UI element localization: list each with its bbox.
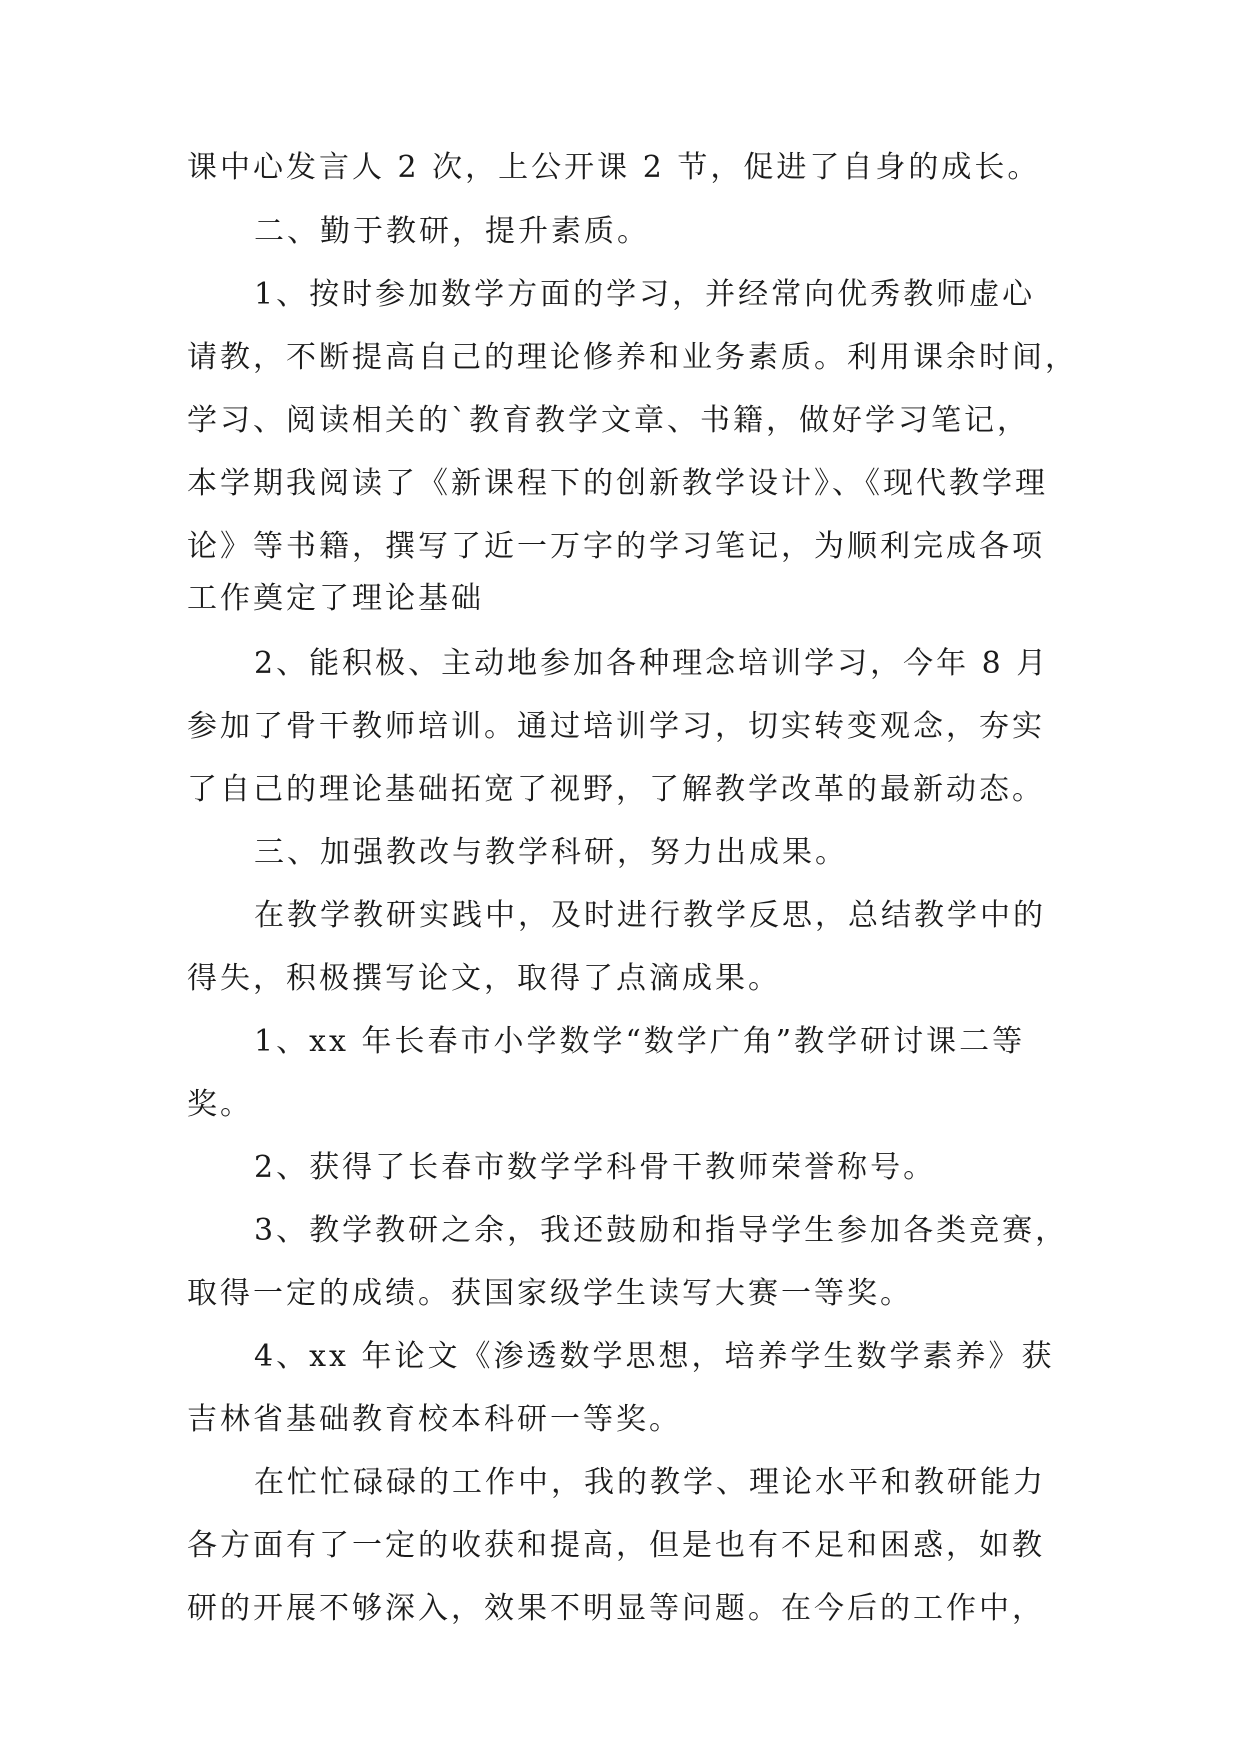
text-line: 各方面有了一定的收获和提高，但是也有不足和困惑，如教 xyxy=(187,1528,1045,1563)
text-line: 请教，不断提高自己的理论修养和业务素质。利用课余时间， xyxy=(187,340,1078,375)
text-line: 3、教学教研之余，我还鼓励和指导学生参加各类竞赛， xyxy=(254,1213,1069,1248)
text-line: 4、xx 年论文《渗透数学思想，培养学生数学素养》获 xyxy=(254,1339,1055,1374)
text-line: 学习、阅读相关的`教育教学文章、书籍，做好学习笔记， xyxy=(187,403,1030,438)
text-line: 课中心发言人 2 次，上公开课 2 节，促进了自身的成长。 xyxy=(187,150,1041,185)
text-line: 2、能积极、主动地参加各种理念培训学习，今年 8 月 xyxy=(254,646,1050,681)
text-line: 1、xx 年长春市小学数学“数学广角”教学研讨课二等 xyxy=(254,1024,1026,1059)
text-line: 吉林省基础教育校本科研一等奖。 xyxy=(187,1402,682,1437)
text-line: 研的开展不够深入，效果不明显等问题。在今后的工作中， xyxy=(187,1591,1045,1626)
text-line: 在教学教研实践中，及时进行教学反思，总结教学中的 xyxy=(254,898,1046,933)
text-line: 1、按时参加数学方面的学习，并经常向优秀教师虚心 xyxy=(254,277,1036,312)
text-line: 论》等书籍，撰写了近一万字的学习笔记，为顺利完成各项 xyxy=(187,529,1045,564)
text-line: 取得一定的成绩。获国家级学生读写大赛一等奖。 xyxy=(187,1276,913,1311)
section-heading: 二、勤于教研，提升素质。 xyxy=(254,214,650,249)
text-line: 得失，积极撰写论文，取得了点滴成果。 xyxy=(187,961,781,996)
text-line: 2、获得了长春市数学学科骨干教师荣誉称号。 xyxy=(254,1150,937,1185)
text-line: 了自己的理论基础拓宽了视野，了解教学改革的最新动态。 xyxy=(187,772,1045,807)
text-line: 在忙忙碌碌的工作中，我的教学、理论水平和教研能力 xyxy=(254,1465,1046,1500)
section-heading: 三、加强教改与教学科研，努力出成果。 xyxy=(254,835,848,870)
text-line: 参加了骨干教师培训。通过培训学习，切实转变观念，夯实 xyxy=(187,709,1045,744)
text-line: 奖。 xyxy=(187,1087,253,1122)
text-line: 本学期我阅读了《新课程下的创新教学设计》、《现代教学理 xyxy=(187,466,1048,501)
text-line: 工作奠定了理论基础 xyxy=(187,581,484,616)
